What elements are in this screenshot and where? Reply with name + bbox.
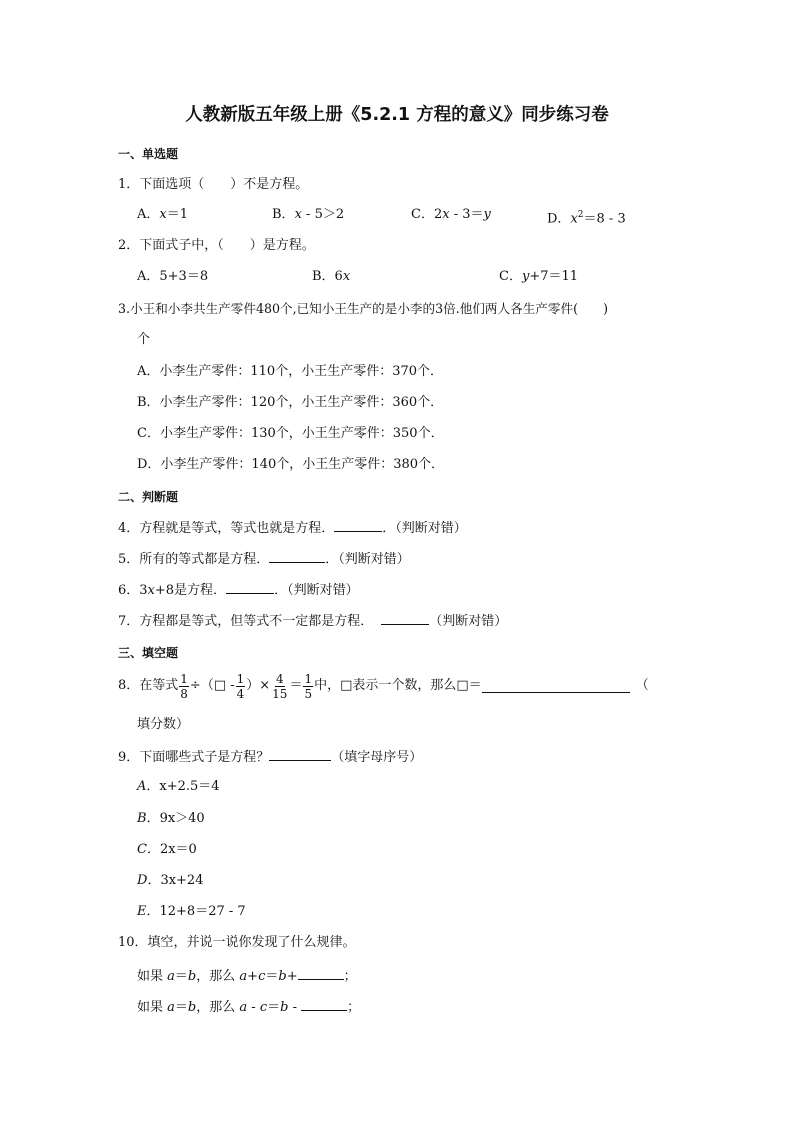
question-8-continued: 填分数） <box>137 717 190 732</box>
variable: y <box>521 269 530 284</box>
question-text: 如果 <box>137 969 168 984</box>
option-text: - 5＞2 <box>301 207 345 222</box>
section-heading-true-false: 二、判断题 <box>118 490 179 504</box>
section-heading-single-choice: 一、单选题 <box>118 147 179 161</box>
question-text: ÷（□ - <box>189 678 235 693</box>
option-letter: C． <box>411 207 434 222</box>
question-text: 9．下面哪些式子是方程？ <box>118 750 270 765</box>
question-1-option-a[interactable] <box>137 206 188 224</box>
question-3-stem-continued: 个 <box>137 332 151 347</box>
question-3-option-c[interactable]: C．小李生产零件：130个，小王生产零件：350个． <box>137 426 444 441</box>
fraction <box>236 672 246 701</box>
question-text: 5．所有的等式都是方程． <box>118 552 270 567</box>
question-3-stem: 3.小王和小李共生产零件480个,已知小王生产的是小李的3倍.他们两人各生产零件( ) <box>118 301 609 316</box>
option-text: ．2x＝0 <box>146 842 197 857</box>
question-1-stem: 1．下面选项（ ）不是方程。 <box>118 177 309 192</box>
question-text: ＝ <box>174 1000 188 1015</box>
option-text: ．3x+24 <box>147 873 204 888</box>
question-6 <box>118 580 359 600</box>
question-9-option-a[interactable] <box>137 778 220 796</box>
answer-blank[interactable] <box>269 549 325 563</box>
option-text: B．6 <box>312 269 343 284</box>
variable: x <box>147 583 155 598</box>
question-text: + <box>286 969 298 984</box>
denominator: 5 <box>304 686 313 701</box>
option-text: ．12+8＝27 - 7 <box>146 904 246 919</box>
fraction <box>271 672 288 701</box>
variable: b <box>278 969 287 984</box>
option-text: ．9x＞40 <box>146 811 205 826</box>
variable: x <box>159 207 167 222</box>
section-heading-fill-blank: 三、填空题 <box>118 646 179 660</box>
question-text: + <box>247 969 259 984</box>
variable: y <box>483 207 491 222</box>
variable: a <box>167 1000 175 1015</box>
question-text: 7．方程都是等式，但等式不一定都是方程． <box>118 614 374 629</box>
variable: a <box>239 1000 248 1015</box>
question-4 <box>118 518 467 538</box>
question-text: - <box>288 1000 302 1015</box>
variable: b <box>187 1000 197 1015</box>
option-letter: A <box>137 779 147 794</box>
question-text: 4．方程就是等式，等式也就是方程． <box>118 521 335 536</box>
question-2-option-c[interactable] <box>499 268 578 286</box>
question-text: 如果 <box>137 1000 168 1015</box>
question-2-stem: 2．下面式子中，（ ）是方程。 <box>118 238 315 253</box>
question-10-line-1 <box>137 966 357 986</box>
question-text: ，那么 <box>196 969 240 984</box>
option-text: - 3＝ <box>449 207 484 222</box>
question-text: +8是方程． <box>154 583 227 598</box>
option-letter: E <box>137 904 147 919</box>
option-letter: B． <box>272 207 295 222</box>
question-9-option-e[interactable] <box>137 903 246 921</box>
question-10-stem: 10．填空，并说一说你发现了什么规律。 <box>118 935 356 950</box>
variable: a <box>239 969 248 984</box>
question-9-stem <box>118 747 422 767</box>
question-text: ＝ <box>267 1000 281 1015</box>
exponent: 2 <box>577 210 584 220</box>
question-text: 中，□表示一个数，那么□＝ <box>314 678 482 693</box>
question-text: ．（判断对错） <box>325 552 410 567</box>
question-text: ＝ <box>265 969 279 984</box>
question-8 <box>118 671 649 701</box>
variable: x <box>294 207 302 222</box>
answer-blank[interactable] <box>269 747 331 761</box>
question-1-option-b[interactable] <box>272 206 344 224</box>
answer-blank[interactable] <box>298 966 344 980</box>
question-3-option-b[interactable]: B．小李生产零件：120个，小王生产零件：360个． <box>137 395 444 410</box>
question-text: ）× <box>246 678 271 693</box>
option-text: 2 <box>433 207 443 222</box>
variable: b <box>280 1000 289 1015</box>
fraction <box>303 672 313 701</box>
question-2-option-a[interactable]: A．5+3＝8 <box>137 269 209 284</box>
variable: x <box>342 269 351 284</box>
variable: x <box>570 211 578 227</box>
page-title: 人教新版五年级上册《5.2.1 方程的意义》同步练习卷 <box>185 105 609 125</box>
option-letter: A． <box>137 207 160 222</box>
denominator: 15 <box>272 686 288 701</box>
question-10-line-2 <box>137 997 360 1017</box>
option-letter: B <box>137 811 147 826</box>
question-text: （ <box>635 678 649 693</box>
question-text: ； <box>347 1000 361 1015</box>
question-text: （填字母序号） <box>331 750 423 765</box>
option-letter: D <box>137 873 148 888</box>
answer-blank[interactable] <box>226 580 274 594</box>
answer-blank[interactable] <box>334 518 382 532</box>
numerator: 1 <box>304 671 313 686</box>
numerator: 1 <box>236 671 245 686</box>
question-5 <box>118 549 410 569</box>
question-9-option-b[interactable] <box>137 810 205 828</box>
question-text: ； <box>343 969 357 984</box>
question-9-option-c[interactable] <box>137 841 197 859</box>
question-text: ．（判断对错） <box>274 583 359 598</box>
question-2-option-b[interactable] <box>312 268 350 286</box>
option-letter: D． <box>547 211 571 227</box>
question-text: （判断对错） <box>429 614 508 629</box>
variable: c <box>259 1000 268 1015</box>
option-text: ．x+2.5＝4 <box>146 779 220 794</box>
variable: a <box>167 969 175 984</box>
question-3-option-d[interactable]: D．小李生产零件：140个，小王生产零件：380个． <box>137 457 445 472</box>
option-letter: C． <box>499 269 522 284</box>
question-9-option-d[interactable] <box>137 872 203 890</box>
answer-blank[interactable] <box>301 997 347 1011</box>
variable: b <box>187 969 197 984</box>
question-text: - <box>247 1000 260 1015</box>
fraction <box>179 672 189 701</box>
option-text: ＝8 - 3 <box>583 211 626 227</box>
option-text: ＝1 <box>166 207 189 222</box>
variable: x <box>442 207 450 222</box>
question-text: ＝ <box>174 969 188 984</box>
denominator: 4 <box>236 686 245 701</box>
question-text: ，那么 <box>196 1000 240 1015</box>
question-text: ＝ <box>289 678 303 693</box>
question-1-option-d[interactable] <box>547 206 626 228</box>
question-1-option-c[interactable] <box>411 206 491 224</box>
variable: c <box>258 969 266 984</box>
answer-blank[interactable] <box>482 679 630 693</box>
question-text: 6．3 <box>118 583 148 598</box>
question-3-option-a[interactable]: A．小李生产零件：110个，小王生产零件：370个． <box>137 364 444 379</box>
answer-blank[interactable] <box>381 611 429 625</box>
question-text: ．（判断对错） <box>382 521 467 536</box>
numerator: 1 <box>180 671 188 686</box>
numerator: 4 <box>275 671 284 686</box>
option-text: +7＝11 <box>529 269 579 284</box>
question-7 <box>118 611 507 631</box>
question-text: 8．在等式 <box>118 678 179 693</box>
option-letter: C <box>137 842 147 857</box>
denominator: 8 <box>180 686 188 701</box>
